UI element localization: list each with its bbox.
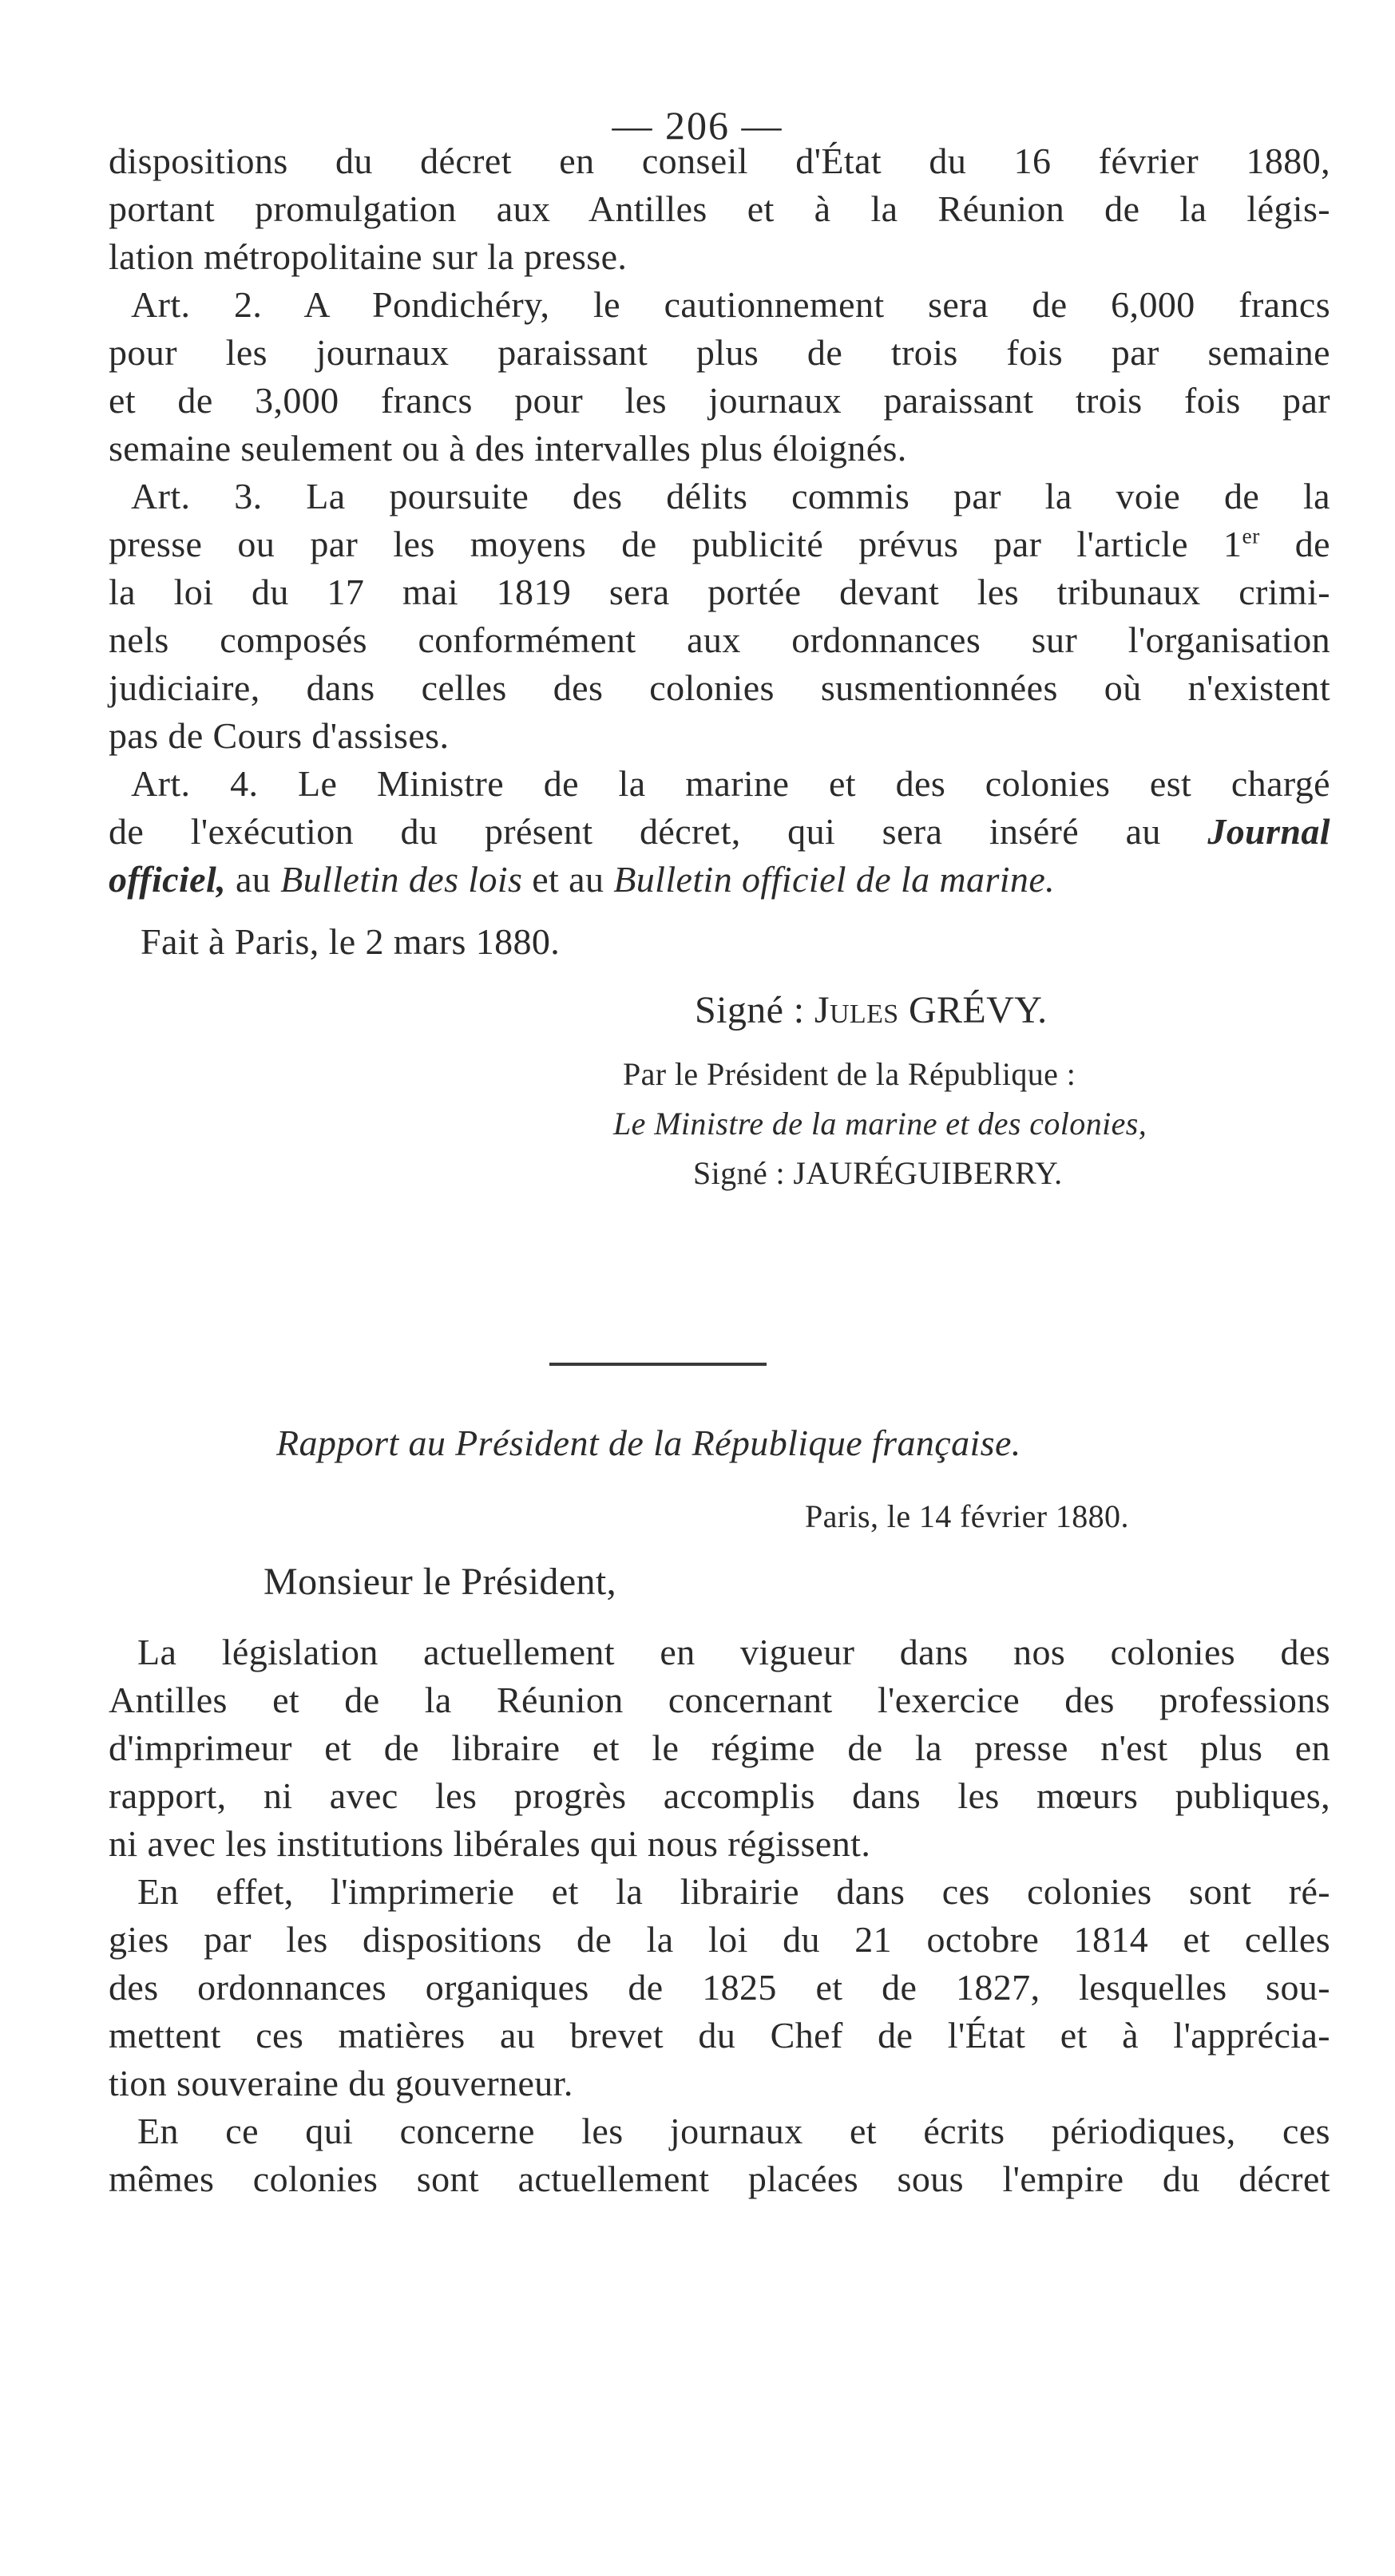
journal-title: Journal [1207,811,1330,852]
date-line: Fait à Paris, le 2 mars 1880. [141,921,561,962]
article-2-line: et de 3,000 francs pour les journaux paraissant trois fois par [109,380,1330,421]
paragraph-line: des ordonnances organiques de 1825 et de 1827, lesquelles sou- [109,1967,1330,2008]
article-3-line: judiciaire, dans celles des colonies susmentionnées où n'existent [109,667,1330,708]
text-line: lation métropolitaine sur la presse. [109,236,628,277]
paragraph-line: ni avec les institutions libérales qui nous régissent. [109,1823,871,1864]
article-4-line: Art. 4. Le Ministre de la marine et des colonies est chargé [131,763,1330,804]
article-3-text: presse ou par les moyens de publicité prévus par l'article 1 [109,524,1242,564]
page-number: — 206 — [612,103,783,148]
paragraph-line: mettent ces matières au brevet du Chef de l'État et à l'apprécia- [109,2015,1330,2056]
paragraph-line: gies par les dispositions de la loi du 21 octobre 1814 et celles [109,1919,1330,1960]
journal-title: officiel, [109,859,227,900]
paragraph-line: En ce qui concerne les journaux et écrits périodiques, ces [137,2111,1330,2151]
paragraph-line: La législation actuellement en vigueur dans nos colonies des [137,1632,1330,1672]
article-3-line: nels composés conformément aux ordonnances sur l'organisation [109,619,1330,660]
bulletin-title: Bulletin des lois [280,859,523,900]
article-4-line [109,808,1330,856]
article-3-line [109,520,1330,568]
paragraph-line: mêmes colonies sont actuellement placées sous l'empire du décret [109,2159,1330,2199]
text-line: portant promulgation aux Antilles et à la Réunion de la légis- [109,188,1330,229]
signature-minister: Signé : JAURÉGUIBERRY. [693,1155,1063,1191]
article-3-text: de [1259,524,1330,564]
article-4-text: de l'exécution du présent décret, qui sera inséré au [109,811,1208,852]
article-3-line: la loi du 17 mai 1819 sera portée devant les tribunaux crimi- [109,572,1330,612]
article-4-text: au [226,859,281,900]
paragraph-line: d'imprimeur et de libraire et le régime de la presse n'est plus en [109,1727,1330,1768]
rapport-heading: Rapport au Président de la République française. [276,1423,1021,1463]
article-4-line [109,856,1055,904]
paragraph-line: Antilles et de la Réunion concernant l'exercice des professions [109,1680,1330,1720]
article-3-line: Art. 3. La poursuite des délits commis par la voie de la [131,476,1330,516]
signature-label: Signé : [695,989,814,1031]
text-line: dispositions du décret en conseil d'État du 16 février 1880, [109,140,1330,181]
article-2-line: pour les journaux paraissant plus de trois fois par semaine [109,332,1330,373]
par-le-president: Par le Président de la République : [623,1056,1076,1092]
article-4-text: et au [522,859,614,900]
signature-name: Jules GRÉVY. [814,989,1048,1031]
paragraph-line: En effet, l'imprimerie et la librairie dans ces colonies sont ré- [137,1871,1330,1912]
superscript: er [1242,523,1260,548]
article-2-line: Art. 2. A Pondichéry, le cautionnement sera de 6,000 francs [131,284,1330,325]
minister-title: Le Ministre de la marine et des colonies, [613,1106,1147,1142]
paragraph-line: tion souveraine du gouverneur. [109,2063,573,2103]
salutation: Monsieur le Président, [264,1561,617,1603]
paragraph-line: rapport, ni avec les progrès accomplis dans les mœurs publiques, [109,1775,1330,1816]
dateline: Paris, le 14 février 1880. [805,1498,1129,1534]
section-divider [549,1363,767,1366]
bulletin-title: Bulletin officiel de la marine. [613,859,1056,900]
article-3-line: pas de Cours d'assises. [109,715,450,756]
article-2-line: semaine seulement ou à des intervalles plus éloignés. [109,428,907,469]
signature-president [695,987,1048,1035]
